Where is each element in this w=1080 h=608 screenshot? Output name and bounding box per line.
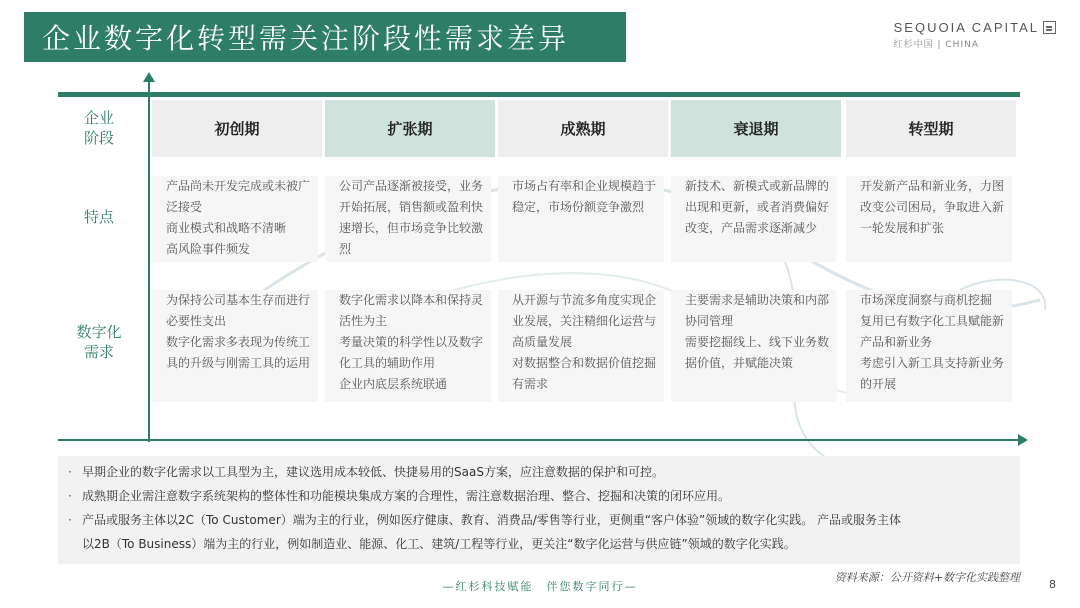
stage-header-startup: 初创期 bbox=[152, 100, 322, 157]
demand-text: 数字化需求以降本和保持灵活性为主 bbox=[339, 293, 484, 328]
feature-cell-expansion bbox=[325, 176, 491, 262]
demand-text: 主要需求是辅助决策和内部协同管理 bbox=[685, 293, 830, 328]
y-axis-arrow-icon bbox=[143, 72, 155, 82]
header-rule bbox=[58, 92, 1020, 97]
feature-cell-startup bbox=[152, 176, 318, 262]
demand-cell-transform bbox=[846, 290, 1012, 402]
stage-header-transform: 转型期 bbox=[846, 100, 1016, 157]
x-axis bbox=[58, 439, 1018, 441]
sequoia-logo bbox=[894, 20, 1056, 50]
logo-sub: 红杉中国 | CHINA bbox=[893, 40, 979, 50]
demand-cell-expansion bbox=[325, 290, 491, 402]
demand-cell-mature bbox=[498, 290, 664, 402]
feature-text: 商业模式和战略不清晰 bbox=[166, 221, 287, 235]
page-title: 企业数字化转型需关注阶段性需求差异 bbox=[42, 22, 570, 55]
demand-text: 为保持公司基本生存而进行必要性支出 bbox=[166, 293, 311, 328]
x-axis-arrow-icon bbox=[1018, 434, 1028, 446]
demand-text: 复用已有数字化工具赋能新产品和新业务 bbox=[860, 314, 1005, 349]
demand-text: 市场深度洞察与商机挖掘 bbox=[860, 293, 993, 307]
bullet-icon: · bbox=[68, 465, 72, 479]
note-text: 成熟期企业需注意数字系统架构的整体性和功能模块集成方案的合理性，需注意数据治理、整合、挖掘和决策的闭环应用。 bbox=[82, 489, 731, 503]
note-text: 早期企业的数字化需求以工具型为主，建议选用成本较低、快捷易用的SaaS方案，应注意数据的保护和可控。 bbox=[82, 465, 664, 479]
bullet-icon: · bbox=[68, 489, 72, 503]
demand-text: 考虑引入新工具支持新业务的开展 bbox=[860, 356, 1005, 391]
stage-header-expansion: 扩张期 bbox=[325, 100, 495, 157]
note-item bbox=[68, 508, 1014, 532]
note-text: 以2B（To Business）端为主的行业，例如制造业、能源、化工、建筑/工程等行业，更关注“数字化运营与供应链”领域的数字化实践。 bbox=[82, 537, 796, 551]
stage-header-decline: 衰退期 bbox=[671, 100, 841, 157]
source-note: 资料来源：公开资料+数字化实践整理 bbox=[834, 571, 1020, 584]
bullet-icon: · bbox=[68, 513, 72, 527]
feature-text: 开发新产品和新业务，力图改变公司困局，争取进入新一轮发展和扩张 bbox=[860, 179, 1005, 235]
feature-text: 公司产品逐渐被接受，业务开始拓展，销售额或盈利快速增长，但市场竞争比较激烈 bbox=[339, 179, 484, 256]
demand-text: 需要挖掘线上、线下业务数据价值，并赋能决策 bbox=[685, 335, 830, 370]
feature-text: 新技术、新模式或新品牌的出现和更新，或者消费偏好改变，产品需求逐渐减少 bbox=[685, 179, 830, 235]
feature-text: 产品尚未开发完成或未被广泛接受 bbox=[166, 179, 311, 214]
title-banner bbox=[24, 12, 626, 62]
demand-text: 数字化需求多表现为传统工具的升级与刚需工具的运用 bbox=[166, 335, 311, 370]
demand-cell-startup bbox=[152, 290, 318, 402]
note-text: 产品或服务主体以2C（To Customer）端为主的行业，例如医疗健康、教育、消费品/零售等行业，更侧重“客户体验”领域的数字化实践。 产品或服务主体 bbox=[82, 513, 902, 527]
note-item bbox=[68, 484, 1014, 508]
notes-box bbox=[58, 456, 1020, 564]
logo-mark-icon bbox=[1043, 21, 1056, 34]
row-label-stage: 企业 阶段 bbox=[83, 109, 114, 147]
feature-cell-mature bbox=[498, 176, 664, 262]
logo-brand: SEQUOIA CAPITAL bbox=[893, 20, 1039, 35]
feature-cell-transform bbox=[846, 176, 1012, 262]
demand-text: 企业内底层系统联通 bbox=[339, 377, 448, 391]
demand-cell-decline bbox=[671, 290, 837, 402]
row-label-feature: 特点 bbox=[83, 208, 114, 226]
demand-text: 从开源与节流多角度实现企业发展，关注精细化运营与高质量发展 bbox=[512, 293, 657, 349]
page-number: 8 bbox=[1049, 578, 1056, 591]
feature-text: 高风险事件频发 bbox=[166, 242, 251, 256]
feature-cell-decline bbox=[671, 176, 837, 262]
demand-text: 考量决策的科学性以及数字化工具的辅助作用 bbox=[339, 335, 484, 370]
row-label-demand: 数字化 需求 bbox=[76, 323, 122, 361]
feature-text: 市场占有率和企业规模趋于稳定，市场份额竞争激烈 bbox=[512, 179, 657, 214]
demand-text: 对数据整合和数据价值挖掘有需求 bbox=[512, 356, 657, 391]
note-item bbox=[68, 460, 1014, 484]
footer-slogan: —红杉科技赋能 伴您数字同行— bbox=[442, 580, 638, 593]
y-axis bbox=[148, 80, 150, 442]
stage-header-mature: 成熟期 bbox=[498, 100, 668, 157]
note-item-continued bbox=[68, 532, 1014, 556]
